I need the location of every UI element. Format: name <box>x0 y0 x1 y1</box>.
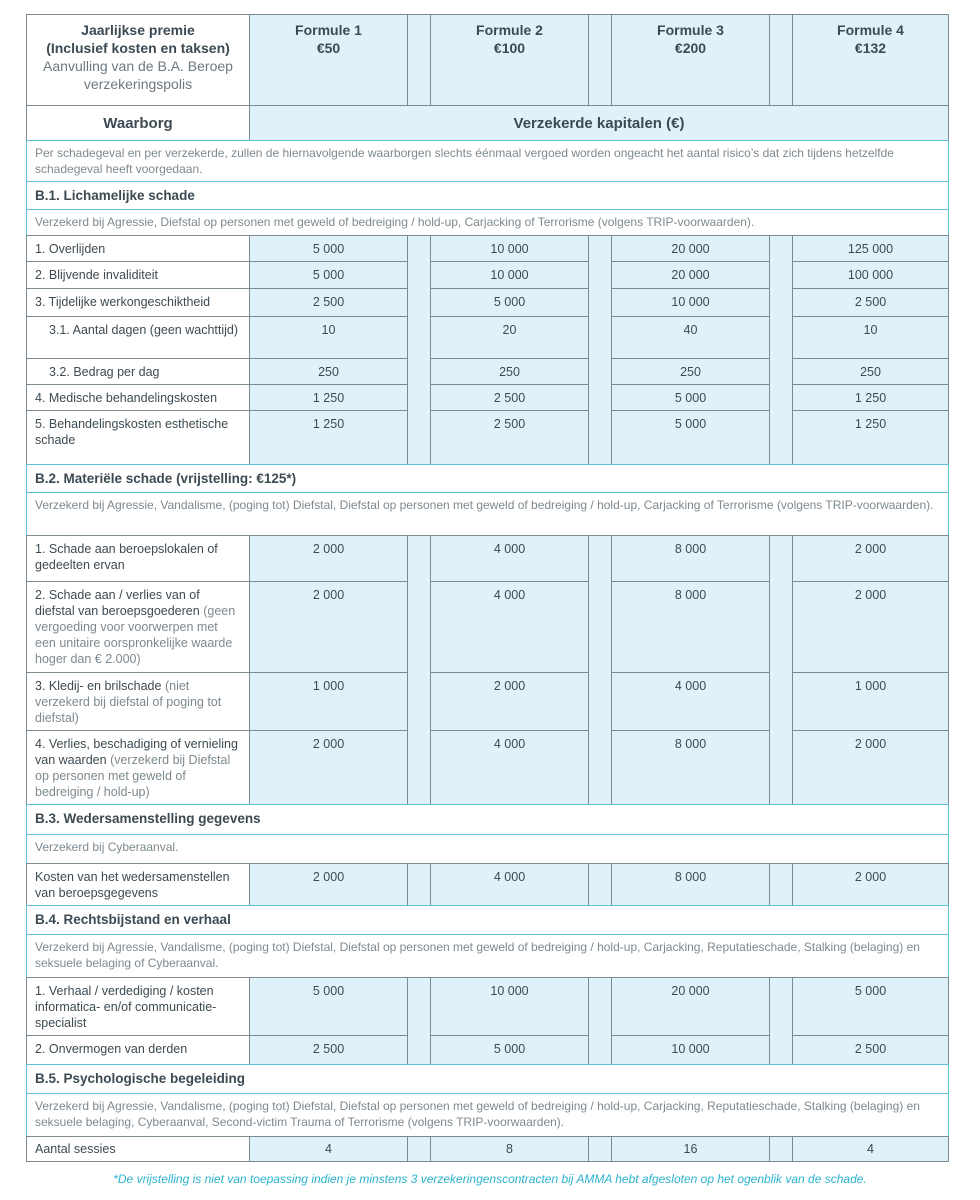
value-cell: 8 <box>430 1136 589 1162</box>
row-label <box>26 535 250 582</box>
value-cell: 1 250 <box>249 410 408 465</box>
row-label-main: 3. Kledij- en brilschade <box>35 679 162 693</box>
gap-column <box>588 535 612 805</box>
value-cell: 4 <box>249 1136 408 1162</box>
gap-cell <box>588 863 612 906</box>
guarantee-header: Waarborg <box>26 105 250 141</box>
value-cell: 2 000 <box>792 863 949 906</box>
row-label <box>26 730 250 805</box>
value-cell: 10 000 <box>611 288 770 317</box>
value-cell: 2 500 <box>249 288 408 317</box>
value-cell: 20 000 <box>611 977 770 1036</box>
value-cell: 2 000 <box>792 581 949 673</box>
value-cell: 20 000 <box>611 235 770 262</box>
value-cell: 5 000 <box>430 288 589 317</box>
value-cell: 10 000 <box>430 235 589 262</box>
row-label: Aantal sessies <box>26 1136 250 1162</box>
formula-1-header <box>249 14 408 106</box>
gap-cell <box>769 863 793 906</box>
value-cell: 16 <box>611 1136 770 1162</box>
row-label: 3.2. Bedrag per dag <box>26 358 250 385</box>
value-cell: 2 000 <box>792 730 949 805</box>
row-label-sub: (verzekerd bij Diefstal op personen met geweld of bedreiging / hold-up) <box>35 753 231 799</box>
value-cell: 250 <box>430 358 589 385</box>
formula-2-header <box>430 14 589 106</box>
section-note-b4: Verzekerd bij Agressie, Vandalisme, (poging tot) Diefstal, Diefstal op personen met geweld of bedreiging / hold-up, Carjacking, Reputatieschade, Stalking (belaging) en seksuele belaging of Cyberaanval. <box>26 934 949 978</box>
gap-column <box>769 977 793 1065</box>
value-cell: 5 000 <box>249 977 408 1036</box>
value-cell: 2 500 <box>249 1035 408 1065</box>
value-cell: 8 000 <box>611 581 770 673</box>
gap-cell <box>588 14 612 106</box>
row-label-main: 4. Verlies, beschadiging of vernieling van waarden <box>35 737 238 767</box>
premium-header-cell <box>26 14 250 106</box>
value-cell: 1 250 <box>792 410 949 465</box>
value-cell: 20 000 <box>611 261 770 289</box>
row-label <box>26 672 250 731</box>
gap-column <box>407 535 431 805</box>
value-cell: 125 000 <box>792 235 949 262</box>
row-label-sub: (niet verzekerd bij diefstal of poging tot diefstal) <box>35 679 222 725</box>
value-cell: 5 000 <box>430 1035 589 1065</box>
value-cell: 2 000 <box>430 672 589 731</box>
gap-column <box>769 535 793 805</box>
value-cell: 10 000 <box>611 1035 770 1065</box>
gap-cell <box>407 863 431 906</box>
gap-column <box>769 235 793 465</box>
gap-column <box>588 235 612 465</box>
premium-title: Jaarlijkse premie <box>81 22 195 38</box>
value-cell: 4 <box>792 1136 949 1162</box>
row-label: 3.1. Aantal dagen (geen wachttijd) <box>26 316 250 359</box>
value-cell: 2 500 <box>430 384 589 411</box>
premium-note: Aanvulling van de B.A. Beroep verzekeringspolis <box>43 58 233 92</box>
value-cell: 5 000 <box>611 410 770 465</box>
formula-4-header <box>792 14 949 106</box>
row-label-sub: (geen vergoeding voor voorwerpen met een unitaire oorspronkelijke waarde hoger dan € 2.000) <box>35 604 236 666</box>
value-cell: 40 <box>611 316 770 359</box>
row-label: 1. Verhaal / verdediging / kosten informatica- en/of communicatie-specialist <box>26 977 250 1036</box>
value-cell: 4 000 <box>611 672 770 731</box>
value-cell: 4 000 <box>430 535 589 582</box>
row-label: 1. Overlijden <box>26 235 250 262</box>
footnote: *De vrijstelling is niet van toepassing indien je minstens 3 verzekeringenscontracten bij AMMA hebt afgesloten op het ogenblik van de schade. <box>113 1172 867 1186</box>
value-cell: 2 000 <box>249 863 408 906</box>
gap-cell <box>588 1136 612 1162</box>
gap-column <box>407 235 431 465</box>
row-label-main: 2. Schade aan / verlies van of diefstal van beroepsgoederen <box>35 588 200 618</box>
value-cell: 10 000 <box>430 977 589 1036</box>
gap-cell <box>407 1136 431 1162</box>
value-cell: 5 000 <box>792 977 949 1036</box>
gap-column <box>407 977 431 1065</box>
value-cell: 1 250 <box>249 384 408 411</box>
section-title-b2: B.2. Materiële schade (vrijstelling: €125*) <box>26 464 949 493</box>
gap-column <box>588 977 612 1065</box>
formula-name: Formule 2 <box>476 22 543 38</box>
value-cell: 1 000 <box>792 672 949 731</box>
value-cell: 10 <box>792 316 949 359</box>
intro-note: Per schadegeval en per verzekerde, zullen de hiernavolgende waarborgen slechts éénmaal vergoed worden ongeacht het aantal risico’s dat zich tijdens hetzelfde schadegeval heeft voorgedaan. <box>26 140 949 182</box>
formula-3-header <box>611 14 770 106</box>
value-cell: 2 500 <box>430 410 589 465</box>
formula-price: €50 <box>316 40 341 56</box>
value-cell: 2 000 <box>249 535 408 582</box>
value-cell: 5 000 <box>249 261 408 289</box>
section-title-b5: B.5. Psychologische begeleiding <box>26 1064 949 1094</box>
value-cell: 4 000 <box>430 730 589 805</box>
section-title-b1: B.1. Lichamelijke schade <box>26 181 949 210</box>
formula-name: Formule 1 <box>295 22 362 38</box>
section-title-b4: B.4. Rechtsbijstand en verhaal <box>26 905 949 935</box>
value-cell: 20 <box>430 316 589 359</box>
value-cell: 2 500 <box>792 1035 949 1065</box>
formula-name: Formule 3 <box>657 22 724 38</box>
section-title-b3: B.3. Wedersamenstelling gegevens <box>26 804 949 835</box>
value-cell: 1 000 <box>249 672 408 731</box>
value-cell: 250 <box>792 358 949 385</box>
section-note-b3: Verzekerd bij Cyberaanval. <box>26 834 949 864</box>
value-cell: 10 <box>249 316 408 359</box>
row-label: 3. Tijdelijke werkongeschiktheid <box>26 288 250 317</box>
row-label-main: 1. Schade aan beroepslokalen of gedeelten ervan <box>35 542 218 572</box>
section-note-b5: Verzekerd bij Agressie, Vandalisme, (poging tot) Diefstal, Diefstal op personen met geweld of bedreiging / hold-up, Carjacking, Reputatieschade, Stalking (belaging) en seksuele belaging, Cyberaanval, Second-victim Trauma of Terrorisme (volgens TRIP-voorwaarden). <box>26 1093 949 1137</box>
value-cell: 4 000 <box>430 581 589 673</box>
capital-header: Verzekerde kapitalen (€) <box>249 105 949 141</box>
value-cell: 5 000 <box>611 384 770 411</box>
value-cell: 2 000 <box>249 730 408 805</box>
formula-price: €132 <box>854 40 887 56</box>
row-label: 5. Behandelingskosten esthetische schade <box>26 410 250 465</box>
value-cell: 100 000 <box>792 261 949 289</box>
row-label: 2. Blijvende invaliditeit <box>26 261 250 289</box>
formula-price: €200 <box>674 40 707 56</box>
gap-cell <box>769 1136 793 1162</box>
value-cell: 5 000 <box>249 235 408 262</box>
value-cell: 250 <box>249 358 408 385</box>
section-note-b1: Verzekerd bij Agressie, Diefstal op personen met geweld of bedreiging / hold-up, Carjacking of Terrorisme (volgens TRIP-voorwaarden). <box>26 209 949 236</box>
section-note-b2: Verzekerd bij Agressie, Vandalisme, (poging tot) Diefstal, Diefstal op personen met geweld of bedreiging / hold-up, Carjacking of Terrorisme (volgens TRIP-voorwaarden). <box>26 492 949 536</box>
gap-cell <box>407 14 431 106</box>
value-cell: 10 000 <box>430 261 589 289</box>
gap-cell <box>769 14 793 106</box>
value-cell: 8 000 <box>611 863 770 906</box>
value-cell: 2 500 <box>792 288 949 317</box>
formula-price: €100 <box>493 40 526 56</box>
formula-name: Formule 4 <box>837 22 904 38</box>
value-cell: 4 000 <box>430 863 589 906</box>
value-cell: 8 000 <box>611 535 770 582</box>
value-cell: 2 000 <box>792 535 949 582</box>
premium-subtitle: (Inclusief kosten en taksen) <box>46 40 230 56</box>
row-label: 4. Medische behandelingskosten <box>26 384 250 411</box>
value-cell: 1 250 <box>792 384 949 411</box>
row-label: Kosten van het wedersamenstellen van beroepsgegevens <box>26 863 250 906</box>
row-label: 2. Onvermogen van derden <box>26 1035 250 1065</box>
row-label <box>26 581 250 673</box>
value-cell: 250 <box>611 358 770 385</box>
value-cell: 2 000 <box>249 581 408 673</box>
value-cell: 8 000 <box>611 730 770 805</box>
